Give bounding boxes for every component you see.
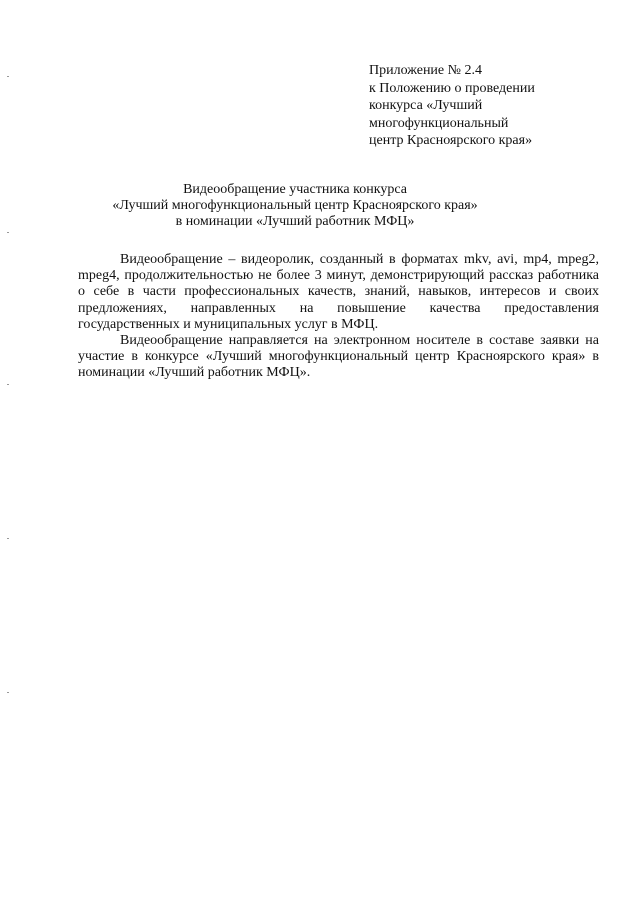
scan-margin-mark	[7, 538, 9, 539]
appendix-line: конкурса «Лучший	[369, 98, 483, 113]
body-paragraph: Видеообращение направляется на электронном носителе в составе заявки на участие в конкурсе «Лучший многофункциональный центр Красноярского края» в номинации «Лучший работник МФЦ».	[78, 333, 599, 381]
appendix-line: центр Красноярского края»	[369, 133, 533, 148]
scan-margin-mark	[7, 384, 9, 385]
title-line: Видеообращение участника конкурса	[183, 182, 407, 197]
scan-margin-mark	[7, 692, 9, 693]
title-line: в номинации «Лучший работник МФЦ»	[175, 214, 415, 229]
title-line: «Лучший многофункциональный центр Красноярского края»	[112, 198, 478, 213]
appendix-line: многофункциональный	[369, 115, 509, 131]
appendix-line: к Положению о проведении	[369, 80, 535, 96]
scan-margin-mark	[7, 76, 9, 77]
document-title	[80, 182, 510, 230]
scan-margin-mark	[7, 232, 9, 233]
appendix-header	[369, 62, 609, 150]
body-paragraph: Видеообращение – видеоролик, созданный в форматах mkv, avi, mp4, mpeg2, mpeg4, продолжительностью не более 3 минут, демонстрирующий рассказ работника о себе в части профессиональных качеств, знаний, навыков, интересов и своих предложениях, направленных на повышение качества предоставления государственных и муниципальных услуг в МФЦ.	[78, 252, 599, 332]
document-body	[78, 252, 599, 382]
appendix-line: Приложение № 2.4	[369, 63, 482, 78]
